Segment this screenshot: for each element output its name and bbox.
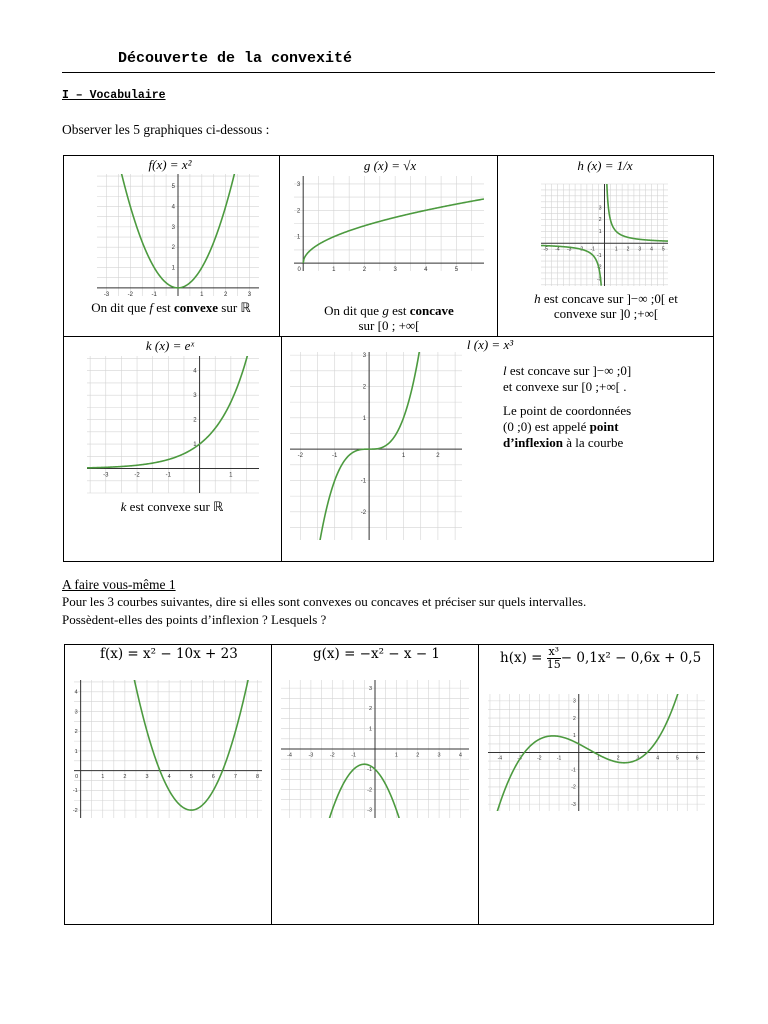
graph-k-caption: k est convexe sur ℝ (120, 499, 224, 514)
y-tick-label: 2 (362, 384, 367, 391)
x-tick-label: 2 (436, 453, 440, 460)
x-tick-label: 1 (200, 291, 204, 298)
x-tick-label: 4 (650, 246, 653, 253)
graph-g-caption: On dit que g est concave sur [0 ; +∞[ (324, 303, 454, 333)
x-tick-label: 1 (597, 755, 600, 762)
exercise-f-label: f(x) = x² − 10x + 23 (100, 646, 238, 662)
x-tick-label: -2 (578, 246, 584, 253)
y-tick-label: 3 (193, 393, 197, 400)
x-tick-label: -2 (329, 752, 335, 759)
graph-g-plot (290, 172, 488, 275)
graph-k-label: k (x) = eˣ (145, 338, 195, 353)
x-tick-label: -3 (566, 246, 572, 253)
y-tick-label: -1 (597, 252, 602, 259)
x-tick-label: 4 (167, 774, 171, 781)
graph-l-plot (286, 348, 466, 544)
y-tick-label: 4 (74, 689, 78, 696)
exercise-title: A faire vous-même 1 (62, 577, 176, 592)
y-tick-label: 1 (362, 415, 367, 422)
x-tick-label: 1 (332, 267, 336, 274)
y-tick-label: 5 (171, 184, 175, 191)
graph-h-caption: h est concave sur ]−∞ ;0[ et convexe sur ]0 ;+∞[ (534, 291, 678, 321)
x-tick-label: -3 (308, 752, 314, 759)
x-tick-label: -1 (151, 291, 157, 298)
y-tick-label: 3 (598, 205, 602, 212)
y-tick-label: 1 (171, 265, 175, 272)
y-tick-label: 2 (171, 245, 175, 252)
graph-f-plot (93, 170, 263, 300)
x-tick-label: 2 (223, 291, 228, 298)
x-tick-label: -1 (165, 472, 171, 479)
exercise-f-plot (70, 676, 266, 822)
x-tick-label: 3 (393, 267, 397, 274)
x-tick-label: -2 (134, 472, 140, 479)
x-tick-label: -3 (103, 291, 110, 298)
y-tick-label: 2 (572, 715, 576, 722)
y-tick-label: -1 (571, 767, 576, 774)
x-tick-label: 2 (416, 752, 420, 759)
table-col-divider (279, 155, 280, 336)
x-tick-label: 3 (145, 774, 149, 781)
x-tick-label: 6 (211, 774, 215, 781)
y-tick-label: -3 (597, 276, 602, 283)
table-col-divider (478, 644, 479, 925)
graph-h-label: h (x) = 1/x (577, 158, 633, 173)
x-tick-label: -4 (497, 755, 503, 762)
y-tick-label: -1 (360, 478, 367, 485)
x-tick-label: 1 (614, 246, 618, 253)
y-tick-label: 1 (74, 748, 78, 755)
x-tick-label: 1 (229, 472, 233, 479)
x-tick-label: 0 (297, 267, 301, 274)
x-tick-label: 2 (616, 755, 620, 762)
y-tick-label: 2 (74, 729, 78, 736)
y-tick-label: 2 (598, 217, 602, 224)
y-tick-label: 3 (171, 224, 175, 231)
graph-h-plot (537, 180, 672, 290)
x-tick-label: -1 (556, 755, 562, 762)
x-tick-label: 2 (362, 267, 367, 274)
x-tick-label: 3 (636, 755, 640, 762)
x-tick-label: 3 (638, 246, 642, 253)
x-tick-label: 2 (626, 246, 630, 253)
x-tick-label: 5 (189, 774, 193, 781)
exercise-g-plot (277, 676, 473, 822)
table-col-divider (271, 644, 272, 925)
y-tick-label: -1 (367, 767, 372, 774)
x-tick-label: 7 (233, 774, 237, 781)
x-tick-label: -1 (590, 246, 595, 253)
y-tick-label: -1 (72, 788, 78, 795)
x-tick-label: 8 (256, 774, 260, 781)
x-tick-label: 4 (656, 755, 660, 762)
y-tick-label: 3 (368, 685, 372, 692)
y-tick-label: 1 (296, 234, 301, 241)
table-col-divider (281, 336, 282, 562)
x-tick-label: -1 (351, 752, 357, 759)
x-tick-label: 1 (101, 774, 105, 781)
x-tick-label: -2 (127, 291, 134, 298)
x-tick-label: 5 (675, 755, 679, 762)
x-tick-label: 2 (123, 774, 127, 781)
x-tick-label: 5 (661, 246, 665, 253)
y-tick-label: 3 (296, 181, 301, 188)
graph-f-caption: On dit que f est convexe sur ℝ (91, 300, 251, 315)
y-tick-label: 2 (296, 208, 301, 215)
y-tick-label: 3 (362, 353, 367, 360)
exercise-h-plot (484, 690, 709, 815)
graph-l-text: l est concave sur ]−∞ ;0] et convexe sur [0 ;+∞[ . Le point de coordonnées (0 ;0) est appelé point d’inflexion à la courbe (503, 363, 632, 450)
graph-l-label: l (x) = x³ (466, 337, 514, 352)
y-tick-label: 3 (572, 698, 576, 705)
y-tick-label: 2 (193, 417, 197, 424)
y-tick-label: -2 (360, 509, 367, 516)
y-tick-label: 1 (598, 229, 602, 236)
x-tick-label: 4 (424, 267, 428, 274)
y-tick-label: 4 (193, 368, 197, 375)
x-tick-label: 1 (394, 752, 398, 759)
x-tick-label: 3 (437, 752, 441, 759)
y-tick-label: -2 (571, 784, 576, 791)
graph-f-label: f(x) = x² (148, 157, 192, 172)
y-tick-label: -2 (72, 807, 78, 814)
exercise-instruction: Pour les 3 courbes suivantes, dire si elles sont convexes ou concaves et préciser sur quels intervalles. (62, 594, 587, 609)
x-tick-label: 6 (695, 755, 699, 762)
function-curve (81, 676, 262, 810)
x-tick-label: 0 (75, 774, 79, 781)
intro-text: Observer les 5 graphiques ci-dessous : (62, 122, 270, 137)
x-tick-label: -2 (297, 453, 303, 460)
x-tick-label: -3 (103, 472, 109, 479)
x-tick-label: -2 (537, 755, 542, 762)
section-heading: I – Vocabulaire (62, 89, 166, 102)
function-curve (87, 352, 259, 468)
graph-k-plot (83, 352, 263, 497)
y-tick-label: 2 (368, 706, 372, 713)
exercise-h-label: h(x) = $\frac{\text{x³}}{15}$ − 0,1x² − 0,6x + 0,5 (500, 645, 702, 671)
x-tick-label: -5 (543, 246, 548, 253)
title-rule (62, 72, 715, 73)
y-tick-label: 1 (572, 732, 576, 739)
y-tick-label: -2 (367, 787, 372, 794)
x-tick-label: -1 (332, 453, 338, 460)
x-tick-label: -4 (555, 246, 560, 253)
table-row-divider (63, 336, 714, 337)
y-tick-label: -3 (367, 807, 372, 814)
page-title: Découverte de la convexité (118, 50, 353, 67)
x-tick-label: 4 (458, 752, 462, 759)
x-tick-label: -4 (287, 752, 292, 759)
function-curve (303, 199, 484, 263)
y-tick-label: 4 (171, 204, 175, 211)
exercise-g-label: g(x) = −x² − x − 1 (313, 646, 441, 662)
y-tick-label: -2 (597, 264, 602, 271)
x-tick-label: -3 (517, 755, 522, 762)
graph-g-label: g (x) = √x (363, 158, 417, 173)
table-col-divider (497, 155, 498, 336)
y-tick-label: -3 (571, 801, 576, 808)
y-tick-label: 1 (368, 726, 372, 733)
y-tick-label: 1 (193, 442, 197, 449)
x-tick-label: 3 (247, 291, 252, 298)
x-tick-label: 5 (454, 267, 459, 274)
exercise-question: Possèdent-elles des points d’inflexion ? Lesquels ? (62, 612, 327, 627)
y-tick-label: 3 (74, 709, 78, 716)
x-tick-label: 1 (401, 453, 406, 460)
